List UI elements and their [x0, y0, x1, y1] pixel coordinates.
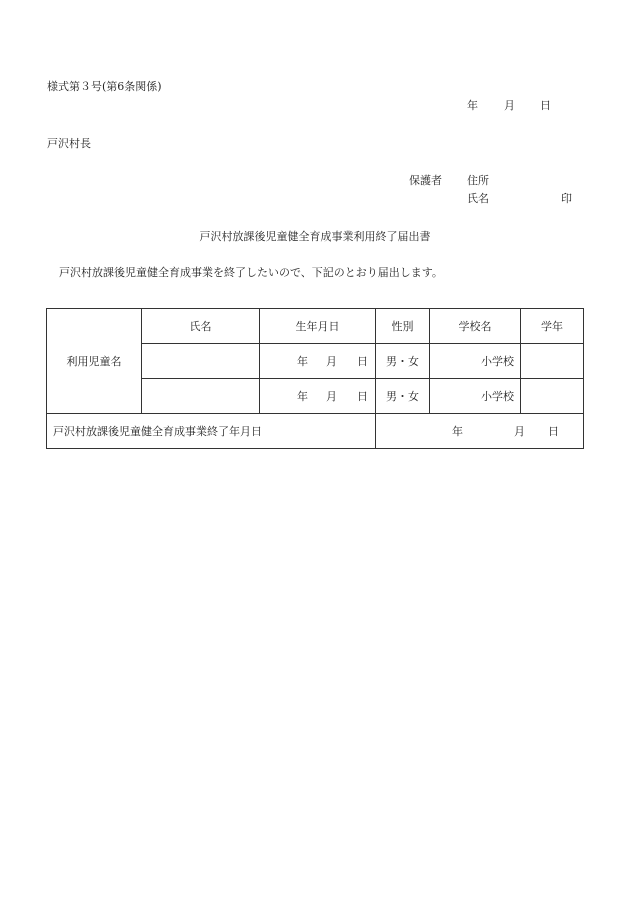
seal-mark: 印 — [561, 192, 572, 205]
birth-month: 月 — [326, 390, 337, 403]
header-grade: 学年 — [521, 309, 584, 344]
end-date-row — [47, 414, 584, 449]
birth-month: 月 — [326, 355, 337, 368]
grade-cell[interactable] — [521, 379, 584, 414]
header-name: 氏名 — [142, 309, 260, 344]
table-header-row — [47, 309, 584, 344]
end-month: 月 — [514, 425, 525, 438]
guardian-name-label: 氏名 — [467, 192, 489, 205]
end-year: 年 — [452, 425, 463, 438]
birth-day: 日 — [357, 390, 368, 403]
child-name-cell[interactable] — [142, 379, 260, 414]
document-title: 戸沢村放課後児童健全育成事業利用終了届出書 — [199, 230, 431, 243]
birth-year: 年 — [297, 390, 308, 403]
end-date-label: 戸沢村放課後児童健全育成事業終了年月日 — [47, 414, 376, 449]
end-date-cell[interactable] — [376, 414, 584, 449]
gender-cell[interactable]: 男・女 — [376, 344, 430, 379]
birth-day: 日 — [357, 355, 368, 368]
birth-year: 年 — [297, 355, 308, 368]
birthdate-cell[interactable] — [260, 344, 376, 379]
gender-cell[interactable]: 男・女 — [376, 379, 430, 414]
header-birthdate: 生年月日 — [260, 309, 376, 344]
date-day: 日 — [540, 99, 551, 112]
form-number: 様式第３号(第6条関係) — [47, 80, 162, 93]
child-name-row-label: 利用児童名 — [47, 309, 142, 414]
birthdate-cell[interactable] — [260, 379, 376, 414]
date-month: 月 — [504, 99, 515, 112]
addressee: 戸沢村長 — [47, 137, 91, 150]
end-day: 日 — [548, 425, 559, 438]
header-gender: 性別 — [376, 309, 430, 344]
school-cell[interactable]: 小学校 — [430, 379, 521, 414]
header-school: 学校名 — [430, 309, 521, 344]
guardian-label: 保護者 — [409, 174, 442, 187]
school-cell[interactable]: 小学校 — [430, 344, 521, 379]
grade-cell[interactable] — [521, 344, 584, 379]
child-info-table — [46, 308, 584, 449]
statement-text: 戸沢村放課後児童健全育成事業を終了したいので、下記のとおり届出します。 — [59, 266, 443, 279]
date-year: 年 — [467, 99, 478, 112]
child-name-cell[interactable] — [142, 344, 260, 379]
guardian-address-label: 住所 — [467, 174, 489, 187]
